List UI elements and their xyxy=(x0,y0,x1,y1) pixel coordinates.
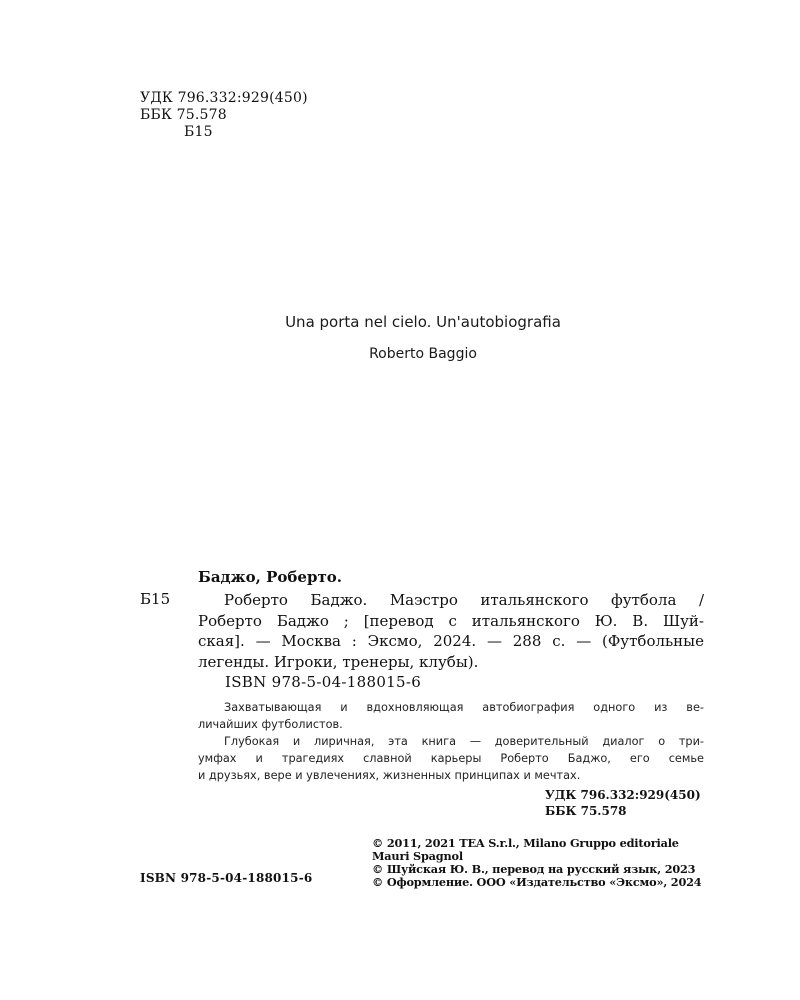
classification-block-top xyxy=(140,90,308,141)
bbk-code-bottom: ББК 75.578 xyxy=(545,804,627,818)
annotation xyxy=(198,699,704,784)
copyright-block xyxy=(372,837,701,889)
record-line: легенды. Игроки, тренеры, клубы). xyxy=(198,652,479,671)
annotation-line: Глубокая и лиричная, эта книга — доверительный диалог о три- xyxy=(224,735,704,748)
record-line: Роберто Баджо ; [перевод с итальянского Ю. В. Шуй- xyxy=(198,611,704,630)
annotation-line: Захватывающая и вдохновляющая автобиография одного из ве- xyxy=(224,701,704,714)
record-author-sign: Б15 xyxy=(140,590,171,608)
copyright-line: © Оформление. ООО «Издательство «Эксмо», 2024 xyxy=(372,875,702,889)
annotation-line: личайших футболистов. xyxy=(198,718,343,731)
author-sign: Б15 xyxy=(184,124,213,140)
record-heading: Баджо, Роберто. xyxy=(198,568,342,586)
classification-block-bottom xyxy=(545,787,701,819)
record-isbn: ISBN 978-5-04-188015-6 xyxy=(225,673,422,691)
udk-code-bottom: УДК 796.332:929(450) xyxy=(545,788,701,802)
original-title: Una porta nel cielo. Un'autobiografia xyxy=(285,313,561,331)
record-line: Роберто Баджо. Маэстро итальянского футбола / xyxy=(224,591,704,609)
record-line: ская]. — Москва : Эксмо, 2024. — 288 с. — (Футбольные xyxy=(198,632,704,650)
annotation-line: умфах и трагедиях славной карьеры Роберто Баджо, его семье xyxy=(198,752,704,765)
record-description xyxy=(198,590,704,672)
copyright-line: © 2011, 2021 TEA S.r.l., Milano Gruppo editoriale xyxy=(372,836,679,850)
copyright-line: Mauri Spagnol xyxy=(372,849,463,863)
annotation-line: и друзьях, вере и увлечениях, жизненных принципах и мечтах. xyxy=(198,769,581,782)
bbk-code: ББК 75.578 xyxy=(140,107,227,123)
isbn-bottom: ISBN 978-5-04-188015-6 xyxy=(140,871,313,885)
original-author: Roberto Baggio xyxy=(369,346,477,362)
udk-code: УДК 796.332:929(450) xyxy=(140,90,308,106)
copyright-line: © Шуйская Ю. В., перевод на русский язык, 2023 xyxy=(372,862,696,876)
